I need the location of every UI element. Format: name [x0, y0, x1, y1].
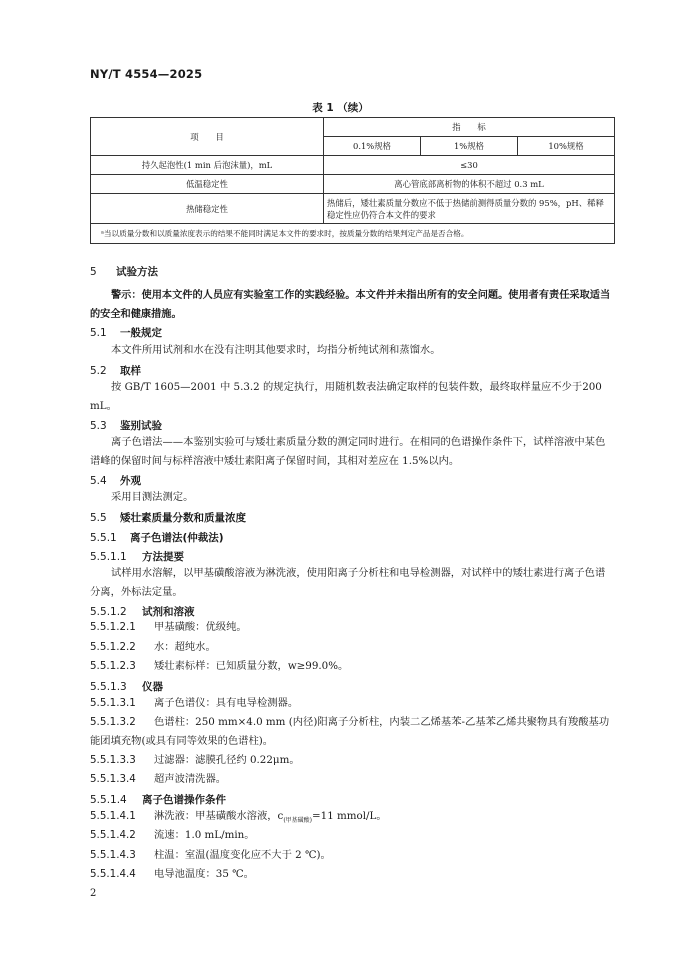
section-heading: 5.4 外观	[90, 475, 141, 487]
standard-code: NY/T 4554—2025	[90, 67, 203, 81]
table-row	[91, 156, 615, 175]
list-item: 5.5.1.4.2 流速：1.0 mL/min。	[90, 829, 255, 841]
table-header-spec: 0.1%规格	[324, 137, 421, 156]
warning-text: 警示：使用本文件的人员应有实验室工作的实践经验。本文件并未指出所有的安全问题。使用者有责任采取适当的安全和健康措施。	[90, 290, 611, 320]
section-heading: 5.5.1.3 仪器	[90, 681, 163, 693]
section-heading: 5.5 矮壮素质量分数和质量浓度	[90, 512, 246, 524]
list-item: 5.5.1.4.3 柱温：室温(温度变化应不大于 2 ℃)。	[90, 849, 331, 861]
list-item: 5.5.1.2.3 矮壮素标样：已知质量分数，w≥99.0%。	[90, 660, 349, 672]
table-row	[91, 175, 615, 194]
paragraph: 按 GB/T 1605—2001 中 5.3.2 的规定执行，用随机数表法确定取样的包装件数，最终取样量应不少于200 mL。	[90, 381, 602, 412]
list-item: 5.5.1.4.1 淋洗液：甲基磺酸水溶液，$c_{(甲基磺酸)}=11$ mmol/L。	[90, 810, 387, 825]
list-item: 5.5.1.2.1 甲基磺酸：优级纯。	[90, 621, 247, 633]
table-cell-value: 离心管底部离析物的体积不超过 0.3 mL	[324, 175, 615, 194]
list-item: 5.5.1.4.4 电导池温度：35 ℃。	[90, 868, 254, 880]
paragraph: 本文件所用试剂和水在没有注明其他要求时，均指分析纯试剂和蒸馏水。	[111, 344, 441, 356]
section-heading: 5.2 取样	[90, 365, 141, 377]
page-number: 2	[90, 888, 97, 899]
list-item: 5.5.1.3.4 超声波清洗器。	[90, 773, 227, 785]
list-item: 5.5.1.3.1 离子色谱仪：具有电导检测器。	[90, 697, 299, 709]
paragraph: 离子色谱法——本鉴别实验可与矮壮素质量分数的测定同时进行。在相同的色谱操作条件下，试样溶液中某色谱峰的保留时间与标样溶液中矮壮素阳离子保留时间，其相对差应在 1.5%以内。	[90, 436, 606, 467]
table-footnote: ᵃ当以质量分数和以质量浓度表示的结果不能同时满足本文件的要求时，按质量分数的结果判定产品是否合格。	[91, 224, 615, 244]
section-heading: 5.5.1.4 离子色谱操作条件	[90, 794, 226, 806]
table-header-item: 项 目	[91, 118, 324, 156]
paragraph: 采用目测法测定。	[111, 491, 194, 503]
section-heading: 5.5.1.1 方法提要	[90, 551, 184, 563]
list-item: 5.5.1.2.2 水：超纯水。	[90, 641, 216, 653]
table-cell-item: 热储稳定性	[91, 194, 324, 224]
table-cell-value: ≤30	[324, 156, 615, 175]
table-header-spec: 1%规格	[421, 137, 518, 156]
list-item: 5.5.1.3.2 色谱柱：250 mm×4.0 mm (内径)阳离子分析柱，内装二乙烯基苯-乙基苯乙烯共聚物具有羧酸基功能团填充物(或具有同等效果的色谱柱)。	[90, 716, 610, 747]
paragraph: 试样用水溶解，以甲基磺酸溶液为淋洗液，使用阳离子分析柱和电导检测器，对试样中的矮壮素进行离子色谱分离，外标法定量。	[90, 567, 606, 598]
table-cell-value: 热储后，矮壮素质量分数应不低于热储前测得质量分数的 95%，pH、稀释稳定性应仍符合本文件的要求	[324, 194, 615, 224]
section-heading: 5.5.1.2 试剂和溶液	[90, 606, 195, 618]
table-title: 表 1 （续）	[312, 102, 369, 114]
section-heading: 5.5.1 离子色谱法(仲裁法)	[90, 532, 224, 544]
table-cell-item: 低温稳定性	[91, 175, 324, 194]
spec-table	[90, 117, 615, 244]
table-cell-item: 持久起泡性(1 min 后泡沫量)，mL	[91, 156, 324, 175]
table-row	[91, 194, 615, 224]
section-heading: 5 试验方法	[90, 266, 158, 278]
section-heading: 5.1 一般规定	[90, 327, 162, 339]
section-heading: 5.3 鉴别试验	[90, 420, 162, 432]
list-item: 5.5.1.3.3 过滤器：滤膜孔径约 0.22μm。	[90, 754, 300, 766]
table-header-index: 指 标	[324, 118, 615, 137]
table-header-spec: 10%规格	[518, 137, 615, 156]
